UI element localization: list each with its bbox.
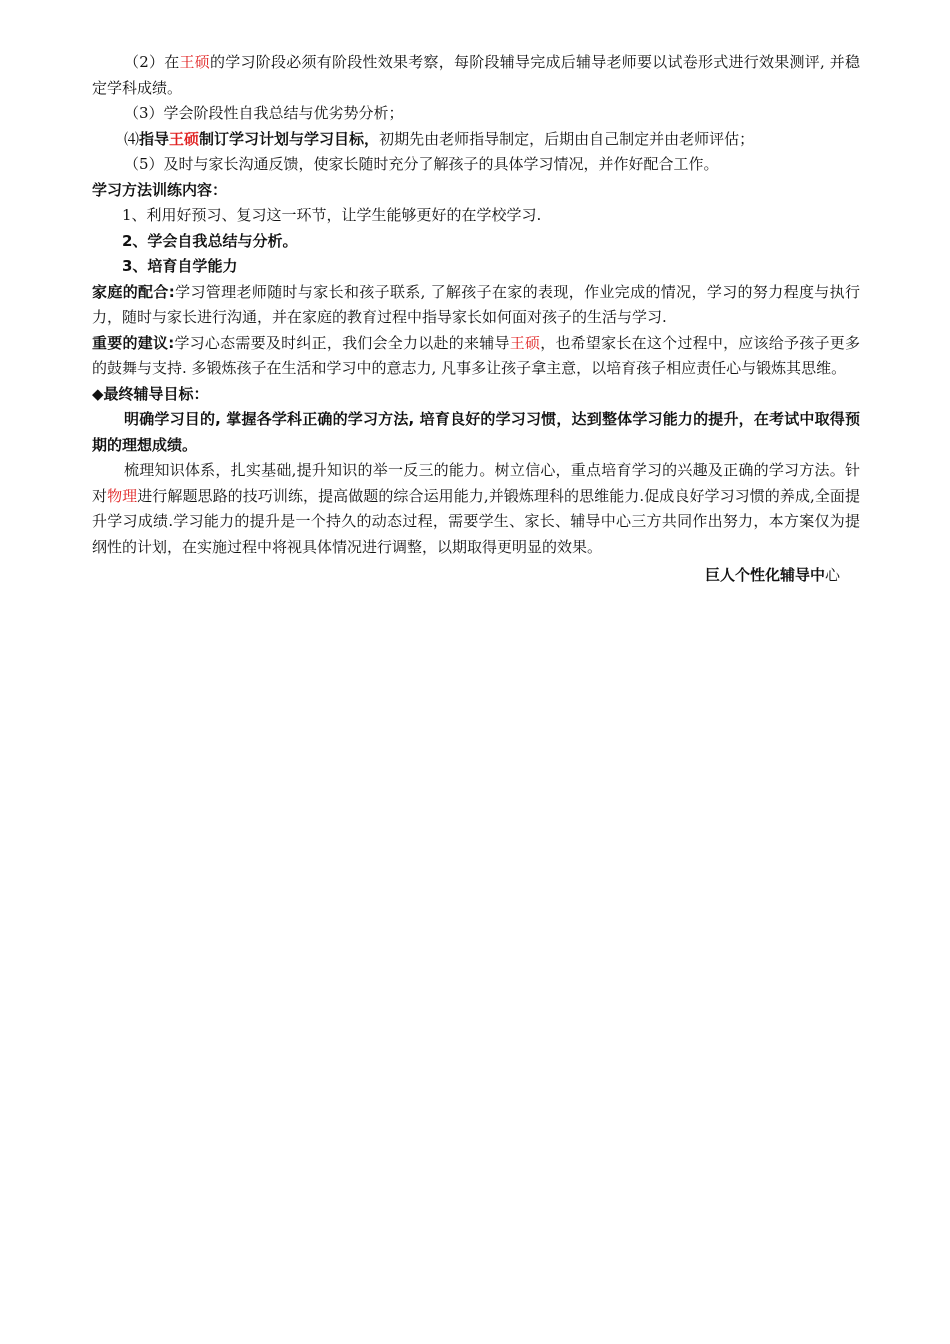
bold-text: 指导 [139, 129, 170, 148]
student-name: 王硕 [179, 53, 211, 71]
family-label: 家庭的配合: [92, 282, 175, 301]
goal-heading: ◆最终辅导目标： [92, 384, 209, 403]
student-name: 王硕 [169, 129, 200, 148]
method-item: 1、利用好预习、复习这一环节，让学生能够更好的在学校学习. [122, 206, 542, 224]
method-item: 2、学会自我总结与分析。 [122, 231, 298, 250]
signature-text: 巨人个性化辅导中 [704, 566, 825, 584]
document-page [92, 50, 860, 589]
signature [92, 563, 860, 589]
paragraph-stage-evaluation [92, 50, 860, 101]
text-segment: ⑷ [124, 129, 140, 148]
text-segment: 学习管理老师随时与家长和孩子联系, 了解孩子在家的表现，作业完成的情况，学习的努力程度与执行力，随时与家长进行沟通，并在家庭的教育过程中指导家长如何面对孩子的生活与学习. [92, 282, 860, 326]
text-segment: 初期先由老师指导制定，后期由自己制定并由老师评估； [379, 129, 755, 148]
goal-text: 明确学习目的, 掌握各学科正确的学习方法, 培育良好的学习习惯，达到整体学习能力的提升，在考试中取得预期的理想成绩。 [92, 410, 860, 454]
text-segment: 学习心态需要及时纠正，我们会全力以赴的来辅导 [174, 333, 510, 352]
paragraph-study-plan [92, 127, 860, 153]
suggestion-label: 重要的建议: [92, 333, 175, 352]
paragraph-parent-communication: （5）及时与家长沟通反馈，使家长随时充分了解孩子的具体学习情况，并作好配合工作。 [124, 155, 719, 173]
paragraph-suggestion [92, 331, 860, 382]
paragraph-family-cooperation [92, 280, 860, 331]
text-segment: ，也希望家长在这个过程中，应该给予孩子更多的鼓舞与支持. 多锻炼孩子在生活和学习中的意志力, 凡事多让孩子拿主意，以培育孩子相应责任心与锻炼其思维。 [92, 333, 860, 377]
subject-name: 物理 [107, 486, 138, 505]
signature-text: 心 [824, 566, 840, 584]
text-segment: 进行解题思路的技巧训练，提高做题的综合运用能力,并锻炼理科的思维能力.促成良好学习习惯的养成,全面提升学习成绩.学习能力的提升是一个持久的动态过程，需要学生、家长、辅导中心三方共同作出努力，本方案仅为提纲性的计划，在实施过程中将视具体情况进行调整，以期取得更明显的效果。 [92, 486, 860, 556]
paragraph-final [92, 458, 860, 560]
bold-text: 制订学习计划与学习目标， [199, 129, 380, 148]
text-segment: （2）在 [124, 53, 180, 71]
text-segment: 梳理知识体系，扎实基础,提升知识的举一反三的能力。树立信心，重点培育学习的兴趣及正确的学习方法。针对 [92, 461, 860, 505]
paragraph-self-summary: （3）学会阶段性自我总结与优劣势分析； [124, 104, 404, 122]
student-name: 王硕 [509, 333, 541, 352]
method-item: 3、培育自学能力 [122, 257, 238, 275]
text-segment: 的学习阶段必须有阶段性效果考察，每阶段辅导完成后辅导老师要以试卷形式进行效果测评, 并稳定学科成绩。 [92, 53, 860, 97]
method-heading: 学习方法训练内容： [92, 180, 228, 199]
